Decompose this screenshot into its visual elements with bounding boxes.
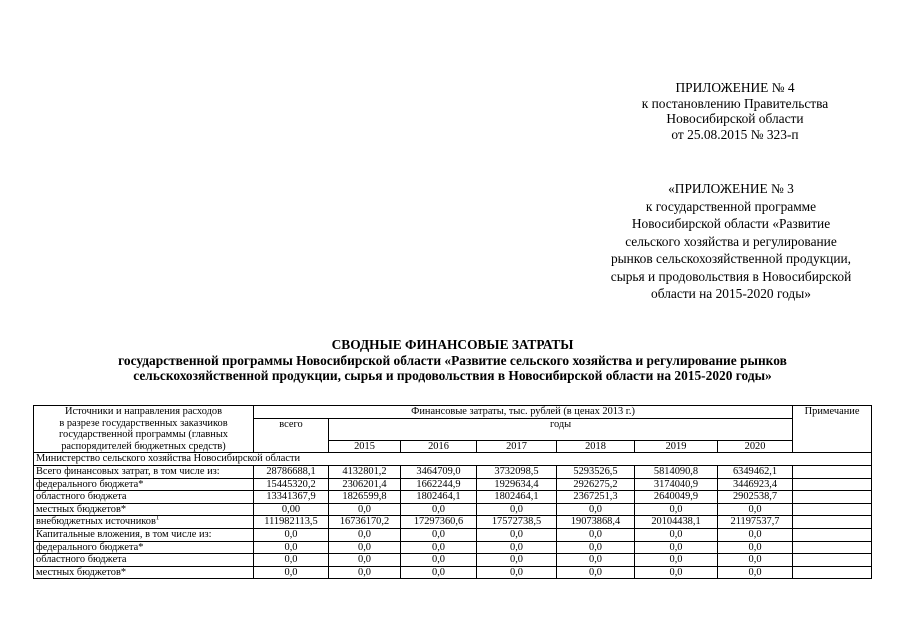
value-cell: 0,0 xyxy=(557,503,635,516)
table-header-row xyxy=(34,406,872,419)
value-cell: 15445320,2 xyxy=(254,478,329,491)
appendix-3-line: к государственной программе xyxy=(645,198,817,214)
value-cell: 2902538,7 xyxy=(718,491,793,504)
value-cell: 0,0 xyxy=(477,503,557,516)
value-cell: 0,0 xyxy=(254,528,329,541)
value-cell: 0,0 xyxy=(401,566,477,579)
value-cell: 0,0 xyxy=(635,554,718,567)
value-cell: 0,0 xyxy=(401,528,477,541)
note-cell xyxy=(793,516,872,529)
value-cell: 3464709,0 xyxy=(401,465,477,478)
header-year: 2017 xyxy=(477,440,557,453)
appendix-3-line: сельского хозяйства и регулирование xyxy=(625,233,837,249)
appendix-3-line: рынков сельскохозяйственной продукции, xyxy=(610,251,852,266)
header-sources-line: в разрезе государственных заказчиков xyxy=(59,417,228,429)
appendix-4-line: к постановлению Правительства xyxy=(641,95,829,111)
row-label xyxy=(34,541,254,554)
row-label xyxy=(34,491,254,504)
value-cell: 0,0 xyxy=(635,503,718,516)
value-cell: 0,0 xyxy=(718,566,793,579)
value-cell: 2367251,3 xyxy=(557,491,635,504)
row-label xyxy=(34,503,254,516)
value-cell: 111982113,5 xyxy=(254,516,329,529)
value-cell: 0,0 xyxy=(401,554,477,567)
row-label-text: областного бюджета xyxy=(36,491,127,503)
row-label xyxy=(34,554,254,567)
section-row xyxy=(34,453,872,466)
value-cell: 0,0 xyxy=(635,566,718,579)
value-cell: 0,0 xyxy=(718,541,793,554)
row-label-text: местных бюджетов* xyxy=(36,566,127,578)
header-year: 2016 xyxy=(401,440,477,453)
financial-costs-table xyxy=(33,405,872,579)
row-label-text: федерального бюджета* xyxy=(36,541,144,553)
value-cell: 0,0 xyxy=(329,541,401,554)
value-cell: 2306201,4 xyxy=(329,478,401,491)
value-cell: 0,0 xyxy=(477,541,557,554)
header-year: 2015 xyxy=(329,440,401,453)
value-cell: 1929634,4 xyxy=(477,478,557,491)
row-label xyxy=(34,478,254,491)
heading-subtitle: сельскохозяйственной продукции, сырья и продовольствия в Новосибирской области на 2015-2020 годы» xyxy=(133,368,772,384)
footnote-marker: 1 xyxy=(155,515,160,522)
row-label-text: местных бюджетов* xyxy=(36,503,127,515)
row-label xyxy=(34,566,254,579)
value-cell: 0,0 xyxy=(254,554,329,567)
value-cell: 3446923,4 xyxy=(718,478,793,491)
note-cell xyxy=(793,528,872,541)
value-cell: 0,0 xyxy=(557,566,635,579)
value-cell: 0,0 xyxy=(718,528,793,541)
value-cell: 20104438,1 xyxy=(635,516,718,529)
value-cell: 1802464,1 xyxy=(477,491,557,504)
value-cell: 3174040,9 xyxy=(635,478,718,491)
value-cell: 2640049,9 xyxy=(635,491,718,504)
value-cell: 16736170,2 xyxy=(329,516,401,529)
note-cell xyxy=(793,478,872,491)
value-cell: 0,0 xyxy=(557,528,635,541)
value-cell: 0,0 xyxy=(329,528,401,541)
value-cell: 0,0 xyxy=(329,503,401,516)
value-cell: 3732098,5 xyxy=(477,465,557,478)
value-cell: 0,0 xyxy=(477,566,557,579)
header-note: Примечание xyxy=(793,406,872,453)
header-sources-line: распорядителей бюджетных средств) xyxy=(61,440,226,452)
header-years: годы xyxy=(329,418,793,440)
value-cell: 0,0 xyxy=(557,554,635,567)
section-label: Министерство сельского хозяйства Новосибирской области xyxy=(34,453,872,466)
header-financial: Финансовые затраты, тыс. рублей (в ценах 2013 г.) xyxy=(254,406,793,419)
row-label-text: Всего финансовых затрат, в том числе из: xyxy=(36,465,220,477)
heading-subtitle: государственной программы Новосибирской области «Развитие сельского хозяйства и регулирование рынков xyxy=(118,352,787,368)
row-label xyxy=(34,465,254,478)
appendix-4-line: Новосибирской области xyxy=(666,111,804,126)
value-cell: 5293526,5 xyxy=(557,465,635,478)
appendix-3-line: Новосибирской области «Развитие xyxy=(631,216,831,231)
value-cell: 0,00 xyxy=(254,503,329,516)
value-cell: 4132801,2 xyxy=(329,465,401,478)
document-heading xyxy=(40,337,865,384)
heading-title: СВОДНЫЕ ФИНАНСОВЫЕ ЗАТРАТЫ xyxy=(331,337,574,352)
note-cell xyxy=(793,541,872,554)
appendix-3-line: сырья и продовольствия в Новосибирской xyxy=(610,268,852,284)
table-row xyxy=(34,491,872,504)
header-total: всего xyxy=(254,418,329,453)
header-sources xyxy=(34,406,254,453)
value-cell: 0,0 xyxy=(254,566,329,579)
table-row xyxy=(34,566,872,579)
value-cell: 0,0 xyxy=(635,541,718,554)
table-row xyxy=(34,528,872,541)
value-cell: 1802464,1 xyxy=(401,491,477,504)
appendix-3-block xyxy=(586,180,876,303)
row-label xyxy=(34,528,254,541)
value-cell: 0,0 xyxy=(477,528,557,541)
value-cell: 5814090,8 xyxy=(635,465,718,478)
header-sources-line: Источники и направления расходов xyxy=(65,406,222,417)
appendix-4-line: от 25.08.2015 № 323-п xyxy=(671,126,799,142)
value-cell: 0,0 xyxy=(477,554,557,567)
value-cell: 1662244,9 xyxy=(401,478,477,491)
value-cell: 2926275,2 xyxy=(557,478,635,491)
table-row xyxy=(34,465,872,478)
value-cell: 0,0 xyxy=(635,528,718,541)
value-cell: 17572738,5 xyxy=(477,516,557,529)
row-label-text: федерального бюджета* xyxy=(36,478,144,490)
appendix-4-block xyxy=(600,80,870,142)
value-cell: 19073868,4 xyxy=(557,516,635,529)
header-sources-line: государственной программы (главных xyxy=(58,429,229,441)
table-row xyxy=(34,554,872,567)
value-cell: 17297360,6 xyxy=(401,516,477,529)
note-cell xyxy=(793,554,872,567)
value-cell: 1826599,8 xyxy=(329,491,401,504)
row-label-text: внебюджетных источников xyxy=(36,516,156,528)
value-cell: 0,0 xyxy=(329,566,401,579)
row-label-text: Капитальные вложения, в том числе из: xyxy=(36,528,212,540)
value-cell: 0,0 xyxy=(718,503,793,516)
value-cell: 0,0 xyxy=(254,541,329,554)
note-cell xyxy=(793,491,872,504)
value-cell: 13341367,9 xyxy=(254,491,329,504)
header-year: 2020 xyxy=(718,440,793,453)
note-cell xyxy=(793,566,872,579)
value-cell: 21197537,7 xyxy=(718,516,793,529)
value-cell: 0,0 xyxy=(401,503,477,516)
value-cell: 0,0 xyxy=(401,541,477,554)
table-row xyxy=(34,541,872,554)
value-cell: 0,0 xyxy=(718,554,793,567)
note-cell xyxy=(793,465,872,478)
value-cell: 0,0 xyxy=(557,541,635,554)
value-cell: 28786688,1 xyxy=(254,465,329,478)
header-year: 2018 xyxy=(557,440,635,453)
header-year: 2019 xyxy=(635,440,718,453)
note-cell xyxy=(793,503,872,516)
table-row xyxy=(34,516,872,529)
appendix-4-line: ПРИЛОЖЕНИЕ № 4 xyxy=(675,80,795,95)
value-cell: 6349462,1 xyxy=(718,465,793,478)
row-label xyxy=(34,516,254,529)
row-label-text: областного бюджета xyxy=(36,554,127,566)
value-cell: 0,0 xyxy=(329,554,401,567)
table-row xyxy=(34,503,872,516)
appendix-3-line: «ПРИЛОЖЕНИЕ № 3 xyxy=(668,181,794,196)
table-row xyxy=(34,478,872,491)
appendix-3-line: области на 2015-2020 годы» xyxy=(651,286,811,301)
